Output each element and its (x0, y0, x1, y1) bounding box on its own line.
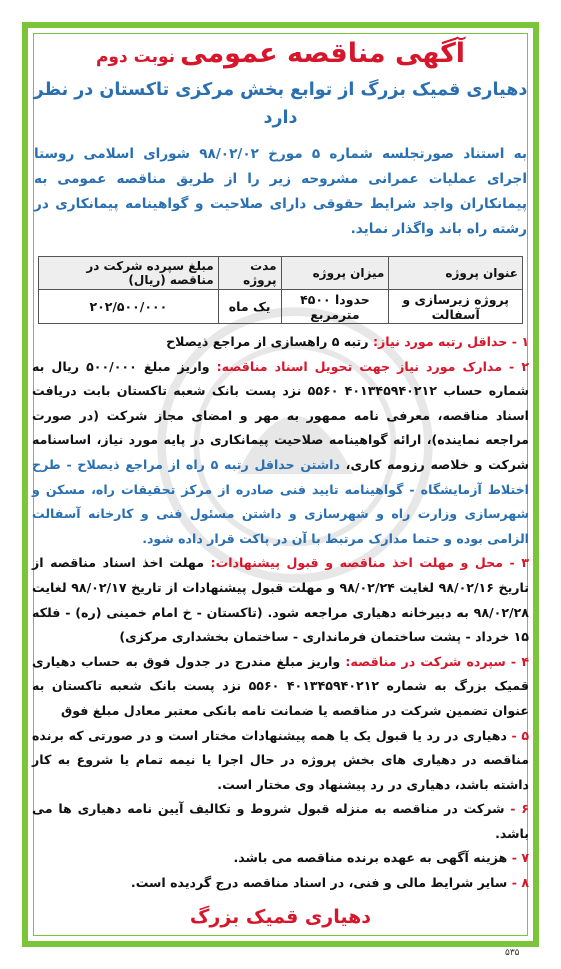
cell-project-amount: حدودا ۴۵۰۰ مترمربع (281, 290, 389, 324)
ad-title (30, 34, 531, 76)
item-body: مهلت اخذ اسناد مناقصه از تاریخ ۹۸/۰۲/۱۶ لغایت ۹۸/۰۲/۲۴ و مهلت قبول پیشنهادات از تاریخ ۹۸/۰۲/۱۷ لغایت ۹۸/۰۲/۲۸ به دبیرخانه دهیاری مراجعه شود. (تاکستان - خ امام خمینی (ره) - فلکه ۱۵ خرداد - پشت ساختمان فرمانداری - ساختمان بخشداری مرکزی) (32, 555, 529, 645)
item-body: سایر شرایط مالی و فنی، در اسناد مناقصه درج گردیده است. (130, 875, 508, 891)
cell-project-deposit: ۲۰۲/۵۰۰/۰۰۰ (39, 290, 219, 324)
item-body: هزینه آگهی به عهده برنده مناقصه می باشد. (233, 850, 508, 866)
item-heading: محل و مهلت اخذ مناقصه و قبول پیشنهادات: (210, 555, 503, 571)
item-heading: حداقل رتبه مورد نیاز: (372, 334, 508, 349)
list-item (32, 871, 529, 896)
item-number: ۷ - (511, 850, 529, 866)
list-item (32, 797, 529, 846)
item-number: ۸ - (511, 875, 529, 891)
page-number: ۵۳۵ (505, 948, 520, 958)
list-item (32, 846, 529, 871)
col-header-deposit: مبلغ سپرده شرکت در مناقصه (ریال) (39, 257, 219, 290)
item-heading: سپرده شرکت در مناقصه: (345, 653, 506, 669)
col-header-amount: میزان پروژه (281, 257, 389, 290)
ad-content (30, 34, 531, 932)
ad-title-round: نوبت دوم (95, 47, 176, 67)
list-item (32, 724, 529, 798)
ad-footer-signature: دهیاری قمیک بزرگ (189, 905, 372, 928)
cell-project-title: پروژه زیرسازی و آسفالت (389, 290, 523, 324)
item-heading: مدارک مورد نیاز جهت تحویل اسناد مناقصه: (216, 358, 502, 374)
item-number: ۳ - (509, 555, 529, 571)
ad-subtitle: دهیاری قمیک بزرگ از توابع بخش مرکزی تاکستان در نظر دارد (33, 80, 528, 128)
col-header-title: عنوان پروژه (389, 257, 523, 290)
item-body: رتبه ۵ راهسازی از مراجع ذیصلاح (166, 334, 369, 349)
ad-intro-paragraph: به استناد صورتجلسه شماره ۵ مورخ ۹۸/۰۲/۰۲ شورای اسلامی روستا اجرای عملیات عمرانی مشروحه زیر را از طریق مناقصه عمومی به پیمانکاران واجد شرایط حقوقی دارای صلاحیت و گواهینامه پیمانکاری در رشته راه باند واگذار نماید. (34, 146, 527, 237)
item-body: دهیاری در رد یا قبول یک یا همه پیشنهادات مختار است و در صورتی که برنده مناقصه در دهیاری های بخش پروژه در حال اجرا یا نیمه تمام یا شروع به کار داشته باشد، دهیاری در رد پیشنهاد وی مختار است. (32, 727, 529, 792)
conditions-list (30, 330, 531, 896)
item-number: ۶ - (510, 801, 529, 817)
item-body: شرکت در مناقصه به منزله قبول شروط و تکالیف آیین نامه دهیاری ها می باشد. (32, 801, 529, 841)
list-item (32, 551, 529, 649)
cell-project-duration: یک ماه (218, 290, 281, 324)
item-body: واریز مبلغ مندرج در جدول فوق به حساب دهیاری قمیک بزرگ به شماره ۴۰۱۳۴۵۹۴۰۲۱۲ ۵۵۶۰ نزد پست بانک شعبه تاکستان به عنوان تضمین شرکت در مناقصه یا ضمانت نامه بانکی معتبر معادل مبلغ فوق (32, 653, 529, 718)
item-number: ۲ - (509, 358, 529, 374)
item-number: ۴ - (510, 653, 529, 669)
item-body: واریز مبلغ ۵۰۰/۰۰۰ ریال به شماره حساب ۴۰۱۳۴۵۹۴۰۲۱۲ ۵۵۶۰ نزد پست بانک شعبه تاکستان بابت دریافت اسناد مناقصه، معرفی نامه ممهور به مهر و امضای مجاز شرکت (در صورت مراجعه نماینده)، ارائه گواهینامه صلاحیت پیمانکاری در پایه مورد نیاز، اساسنامه شرکت و خلاصه رزومه کاری، (32, 358, 529, 472)
item-number: ۱ - (511, 334, 529, 349)
table-row (39, 290, 523, 324)
item-body-highlight: داشتن حداقل رتبه ۵ راه از مراجع ذیصلاح - طرح اختلاط آزمایشگاه - گواهینامه تایید فنی صادره از مرکز تحقیقات راه، مسکن و شهرسازی وزارت راه و شهرسازی و داشتن مسئول فنی و کارخانه آسفالت الزامی بوده و حتما مدارک مرتبط با آن در پاکت قرار داده شود. (32, 456, 529, 546)
col-header-duration: مدت پروژه (218, 257, 281, 290)
list-item (32, 330, 529, 355)
ad-title-main: آگهی مناقصه عمومی (180, 38, 466, 69)
item-number: ۵ - (511, 727, 529, 743)
list-item (32, 650, 529, 724)
list-item (32, 355, 529, 552)
project-table (38, 256, 523, 324)
project-table-header-row (39, 257, 523, 290)
